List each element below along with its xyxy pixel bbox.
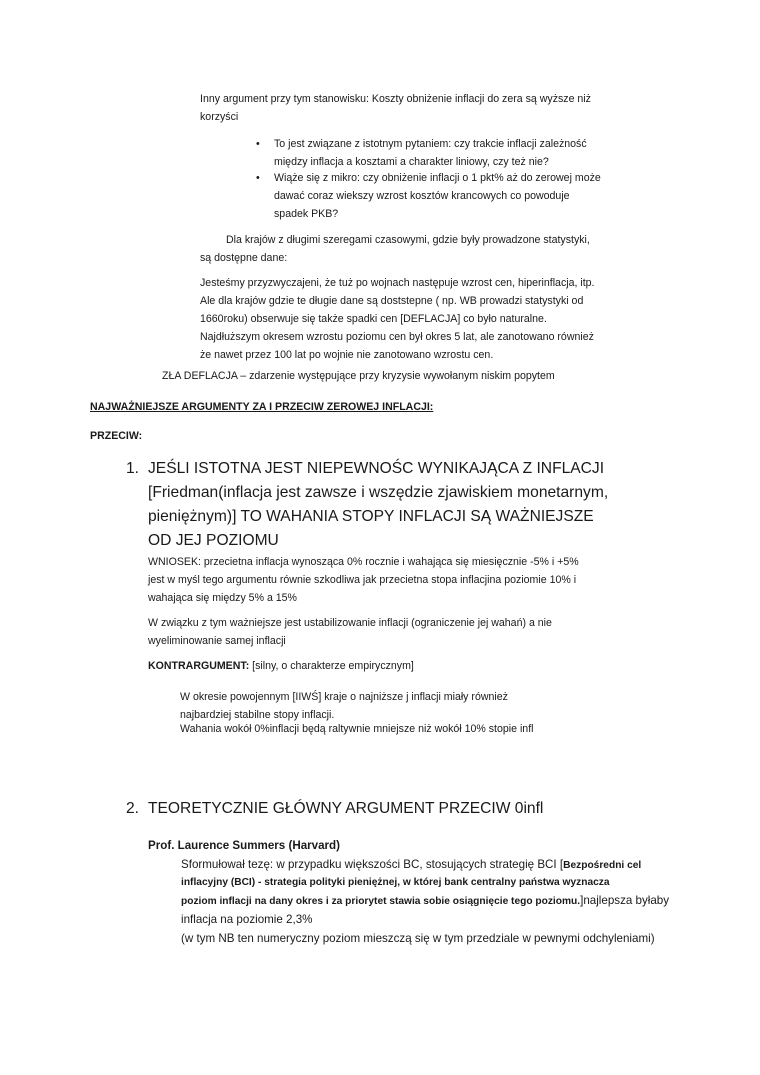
bullet-text: Wiąże się z mikro: czy obniżenie inflacji o 1 pkt% aż do zerowej może dawać coraz wiekszy wzrost kosztów krancowych co powoduje spadek PKB? — [274, 172, 601, 220]
thesis-start: Sformułował tezę: w przypadku większości BC, stosujących strategię BCI [ — [181, 858, 564, 871]
bullet-icon: • — [256, 172, 260, 184]
thesis-note: (w tym NB ten numeryczny poziom mieszczą się w tym przedziale w pewnymi odchyleniami) — [181, 932, 655, 945]
counterargument-body-2: Wahania wokół 0%inflacji będą raltywnie mniejsze niż wokół 10% stopie infl — [180, 723, 534, 735]
professor-name: Prof. Laurence Summers (Harvard) — [148, 839, 341, 852]
item-2-number: 2. — [126, 800, 140, 817]
conclusion-paragraph: WNIOSEK: przecietna inflacja wynosząca 0% rocznie i wahająca się miesięcznie -5% i +5% jest w myśl tego argumentu równie szkodliwa jak przecietna stopa inflacjina poziomie 10% i wahająca się między 5% a 15% — [148, 556, 579, 604]
against-label: PRZECIW: — [90, 430, 143, 442]
consequence-paragraph: W związku z tym ważniejsze jest ustabilizowanie inflacji (ograniczenie jej wahań) a nie wyeliminowanie samej inflacji — [148, 617, 552, 647]
counterargument-body: W okresie powojennym [IIWŚ] kraje o najniższe j inflacji miały również najbardziej stabilne stopy inflacji. — [180, 691, 508, 721]
history-paragraph: Jesteśmy przyzwyczajeni, że tuż po wojnach następuje wzrost cen, hiperinflacja, itp. Ale dla krajów gdzie te długie dane są doststepne ( np. WB prowadzi statystyki od 1660roku) obserwuje się także spadki cen [DEFLACJA] co było naturalne. Najdłuższym okresem wzrostu poziomu cen był okres 5 lat, ale zanotowano również że nawet przez 100 lat po wojnie nie zanotowano wzrostu cen. — [200, 277, 595, 361]
thesis-line-4: inflacja na poziomie 2,3% — [181, 913, 313, 926]
bci-definition-term: Bezpośredni cel — [563, 860, 642, 871]
counterargument-label: KONTRARGUMENT: — [148, 660, 250, 672]
thesis-line-1 — [181, 855, 711, 876]
thesis-end: ]najlepsza byłaby — [580, 894, 670, 907]
bullet-icon: • — [256, 138, 260, 150]
section-title: NAJWAŻNIEJSZE ARGUMENTY ZA I PRZECIW ZEROWEJ INFLACJI: — [90, 401, 434, 413]
bullet-text: To jest związane z istotnym pytaniem: czy trakcie inflacji zależność między inflacja a kosztami a charakter liniowy, czy też nie? — [274, 138, 587, 168]
counterargument-line — [148, 657, 598, 675]
bci-definition-line-2: inflacyjny (BCI) - strategia polityki pieniężnej, w której bank centralny państwa wyznacza — [181, 877, 610, 888]
item-1-heading: JEŚLI ISTOTNA JEST NIEPEWNOŚC WYNIKAJĄCA Z INFLACJI [Friedman(inflacja jest zawsze i wszędzie zjawiskiem monetarnym, pieniężnym)] TO WAHANIA STOPY INFLACJI SĄ WAŻNIEJSZE OD JEJ POZIOMU — [148, 460, 609, 549]
bci-definition-line-3: poziom inflacji na dany okres i za priorytet stawia sobie osiągnięcie tego poziomu. — [181, 896, 581, 907]
intro-paragraph: Inny argument przy tym stanowisku: Koszty obniżenie inflacji do zera są wyższe niż korzyści — [200, 93, 591, 123]
item-2-heading: TEORETYCZNIE GŁÓWNY ARGUMENT PRZECIW 0infl — [148, 800, 544, 817]
bullet-item — [256, 169, 606, 223]
thesis-line-3 — [181, 891, 711, 912]
data-availability-paragraph: Dla krajów z długimi szeregami czasowymi, gdzie były prowadzone statystyki, są dostępne dane: — [200, 234, 590, 264]
bad-deflation-note: ZŁA DEFLACJA – zdarzenie występujące przy kryzysie wywołanym niskim popytem — [162, 370, 555, 382]
item-1-number: 1. — [126, 460, 140, 477]
bullet-item — [256, 135, 606, 171]
counterargument-qualifier: [silny, o charakterze empirycznym] — [249, 660, 414, 672]
